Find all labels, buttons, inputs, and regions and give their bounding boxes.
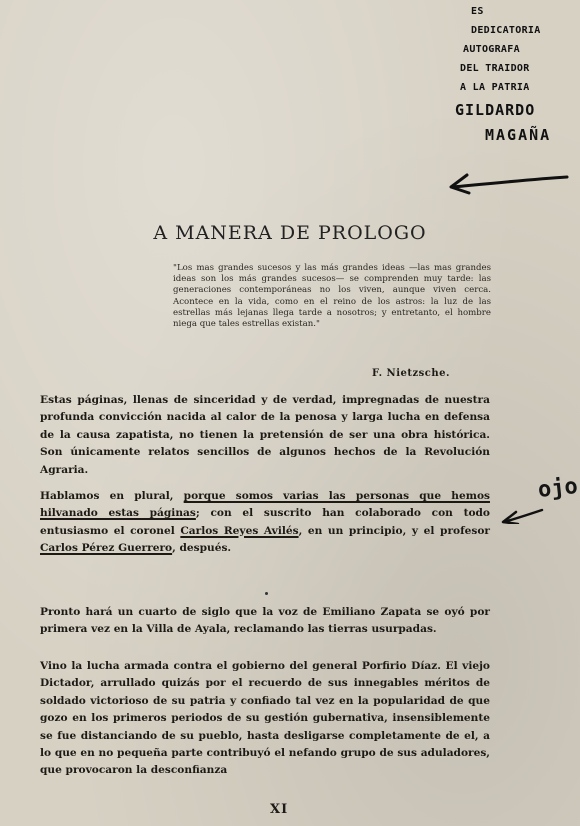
epigraph-quote: "Los mas grandes sucesos y las más grandes ideas —las mas grandes ideas son los más grandes sucesos— se comprenden muy tarde: las generaciones contemporáneas no los viven, aunque viven cerca. Acontece en la vida, como en el reino de los astros: la luz de las estrellas más lejanas llega tarde a nosotros; y entretanto, el hombre niega que tales estrellas existan." <box>173 263 491 330</box>
paragraph-segment: ; con el suscrito han colaborado con todo entusiasmo el coronel <box>40 507 490 537</box>
epigraph-author: F. Nietzsche. <box>372 368 450 379</box>
paragraph-segment: , en un principio, y el profesor <box>298 524 490 537</box>
body-paragraph: Estas páginas, llenas de sinceridad y de verdad, impregnadas de nuestra profunda convicción nacida al calor de la penosa y larga lucha en defensa de la causa zapatista, no tienen la pretensión de ser una obra histórica. Son únicamente relatos sencillos de algunos hechos de la Revolución Agraria. <box>40 394 490 476</box>
print-speck <box>265 592 268 595</box>
handnote-line: AUTOGRAFA <box>463 44 520 55</box>
handnote-line: DEDICATORIA <box>471 25 541 36</box>
handnote-line: MAGAÑA <box>485 126 552 144</box>
body-paragraph-underlined <box>40 488 490 558</box>
body-paragraph: Vino la lucha armada contra el gobierno del general Porfirio Díaz. El viejo Dictador, arrullado quizás por el recuerdo de sus innegables méritos de soldado victorioso de su patria y confiado tal vez en la popularidad de que gozo en los primeros periodos de su gestión gubernativa, insensiblemente se fue distanciando de su pueblo, hasta desligarse completamente de el, a lo que en no pequeña parte contribuyó el nefando grupo de sus aduladores, que provocaron la desconfianza <box>40 660 490 777</box>
underlined-name: Carlos Pérez Guerrero <box>40 542 173 555</box>
paragraph-segment: Hablamos en plural, <box>40 490 184 502</box>
handwritten-dedication-note <box>455 2 580 147</box>
underlined-name: Carlos Reyes Avilés <box>180 524 299 537</box>
handnote-line: A LA PATRIA <box>460 82 530 93</box>
handnote-line: DEL TRAIDOR <box>460 63 530 74</box>
page-title: A MANERA DE PROLOGO <box>153 222 427 244</box>
paragraph-segment: , después. <box>172 542 232 555</box>
body-paragraph: Pronto hará un cuarto de siglo que la voz de Emiliano Zapata se oyó por primera vez en la Villa de Ayala, reclamando las tierras usurpadas. <box>40 606 490 636</box>
handnote-line: ES <box>471 6 484 17</box>
margin-handwritten-note: ojo <box>536 473 579 504</box>
handnote-line: GILDARDO <box>455 101 536 119</box>
underlined-segment: porque somos varias las personas que hemos hilvanado estas páginas <box>40 490 490 520</box>
arrow-left-icon <box>445 165 570 195</box>
page-number: XI <box>270 802 289 817</box>
